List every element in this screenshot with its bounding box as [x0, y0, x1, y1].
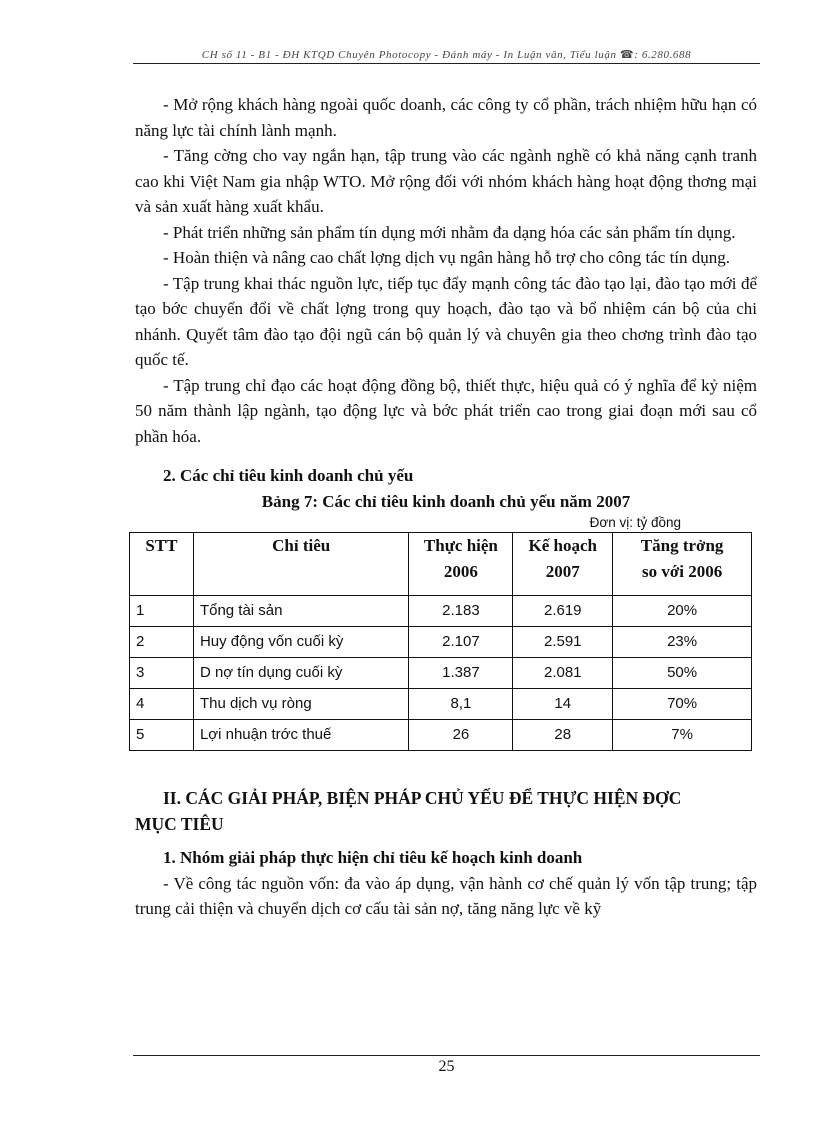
header-phone: : 6.280.688 — [634, 49, 692, 61]
cell-name: Lợi nhuận trớc thuế — [193, 720, 409, 751]
section-II-line2: MỤC TIÊU — [135, 814, 224, 834]
cell-ke-hoach: 28 — [513, 720, 613, 751]
cell-thuc-hien: 8,1 — [409, 689, 513, 720]
cell-thuc-hien: 26 — [409, 720, 513, 751]
table-unit: Đơn vị: tỷ đồng — [589, 515, 681, 530]
header-ke-hoach — [513, 533, 613, 596]
table-row — [130, 720, 752, 751]
cell-tang-truong: 7% — [613, 720, 752, 751]
cell-ke-hoach: 14 — [513, 689, 613, 720]
cell-tang-truong: 20% — [613, 596, 752, 627]
cell-thuc-hien: 1.387 — [409, 658, 513, 689]
header-tang-truong — [613, 533, 752, 596]
cell-name: Thu dịch vụ ròng — [193, 689, 409, 720]
cell-stt: 4 — [130, 689, 194, 720]
table-row — [130, 658, 752, 689]
cell-ke-hoach: 2.081 — [513, 658, 613, 689]
header-tang-truong-line1: Tăng trởng — [640, 536, 724, 555]
cell-stt: 1 — [130, 596, 194, 627]
page-header — [133, 48, 760, 64]
cell-thuc-hien: 2.183 — [409, 596, 513, 627]
cell-name: Huy động vốn cuối kỳ — [193, 627, 409, 658]
cell-tang-truong: 23% — [613, 627, 752, 658]
cell-ke-hoach: 2.619 — [513, 596, 613, 627]
cell-stt: 2 — [130, 627, 194, 658]
page-content — [135, 92, 757, 922]
paragraph-last: - Về công tác nguồn vốn: đa vào áp dụng, vận hành cơ chế quản lý vốn tập trung; tập trung cải thiện và chuyển dịch cơ cấu tài sản nợ, tăng năng lực về kỹ — [135, 873, 757, 918]
paragraph-2: - Tăng cờng cho vay ngắn hạn, tập trung vào các ngành nghề có khả năng cạnh tranh cao khi Việt Nam gia nhập WTO. Mở rộng đối với nhóm khách hàng hoạt động thơng mại và sản xuất hàng xuất khẩu. — [135, 146, 757, 216]
table-row — [130, 627, 752, 658]
business-targets-table — [129, 532, 752, 751]
section-2-title: 2. Các chỉ tiêu kinh doanh chủ yếu — [163, 466, 414, 485]
paragraph-5: - Tập trung khai thác nguồn lực, tiếp tục đẩy mạnh công tác đào tạo lại, đào tạo mới để tạo bớc chuyển đổi về chất lợng trong quy hoạch, đào tạo và bổ nhiệm cán bộ của chi nhánh. Quyết tâm đào tạo đội ngũ cán bộ quản lý và chuyên gia theo chơng trình đào tạo quốc tế. — [135, 273, 757, 369]
table-title: Bảng 7: Các chỉ tiêu kinh doanh chủ yếu năm 2007 — [261, 491, 631, 511]
table-header-row — [130, 533, 752, 596]
section-II-line1: II. CÁC GIẢI PHÁP, BIỆN PHÁP CHỦ YẾU ĐỂ THỰC HIỆN ĐỢC — [163, 788, 682, 808]
paragraph-1: - Mở rộng khách hàng ngoài quốc doanh, các công ty cổ phần, trách nhiệm hữu hạn có năng lực tài chính lành mạnh. — [135, 95, 757, 140]
header-stt: STT — [130, 533, 194, 596]
header-thuc-hien-line2: 2006 — [443, 562, 478, 581]
footer-divider — [133, 1055, 760, 1056]
paragraph-6: - Tập trung chỉ đạo các hoạt động đồng bộ, thiết thực, hiệu quả có ý nghĩa để kỷ niệm 50 năm thành lập ngành, tạo động lực và bớc phát triển cao trong giai đoạn mới sau cổ phần hóa. — [135, 375, 757, 446]
cell-name: D nợ tín dụng cuối kỳ — [193, 658, 409, 689]
header-ke-hoach-line2: 2007 — [545, 562, 580, 581]
cell-thuc-hien: 2.107 — [409, 627, 513, 658]
header-ke-hoach-line1: Kế hoạch — [528, 536, 597, 555]
cell-name: Tổng tài sản — [193, 596, 409, 627]
cell-stt: 3 — [130, 658, 194, 689]
paragraph-3: - Phát triển những sản phẩm tín dụng mới nhằm đa dạng hóa các sản phẩm tín dụng. — [163, 222, 736, 242]
header-chitieu: Chỉ tiêu — [193, 533, 409, 596]
paragraph-4: - Hoàn thiện và nâng cao chất lợng dịch vụ ngân hàng hỗ trợ cho công tác tín dụng. — [163, 248, 731, 267]
cell-stt: 5 — [130, 720, 194, 751]
page-number: 25 — [438, 1058, 455, 1075]
header-thuc-hien-line1: Thực hiện — [423, 536, 498, 555]
header-tang-truong-line2: so với 2006 — [641, 562, 723, 581]
section-II-heading — [135, 785, 757, 837]
table-row — [130, 689, 752, 720]
cell-ke-hoach: 2.591 — [513, 627, 613, 658]
cell-tang-truong: 70% — [613, 689, 752, 720]
subsection-1-title: 1. Nhóm giải pháp thực hiện chỉ tiêu kế hoạch kinh doanh — [163, 848, 583, 867]
table-row — [130, 596, 752, 627]
header-thuc-hien — [409, 533, 513, 596]
cell-tang-truong: 50% — [613, 658, 752, 689]
phone-icon: ☎ — [619, 49, 635, 61]
header-text: CH số 11 - B1 - ĐH KTQD Chuyên Photocopy - Đánh máy - In Luận văn, Tiểu luận — [201, 49, 617, 61]
